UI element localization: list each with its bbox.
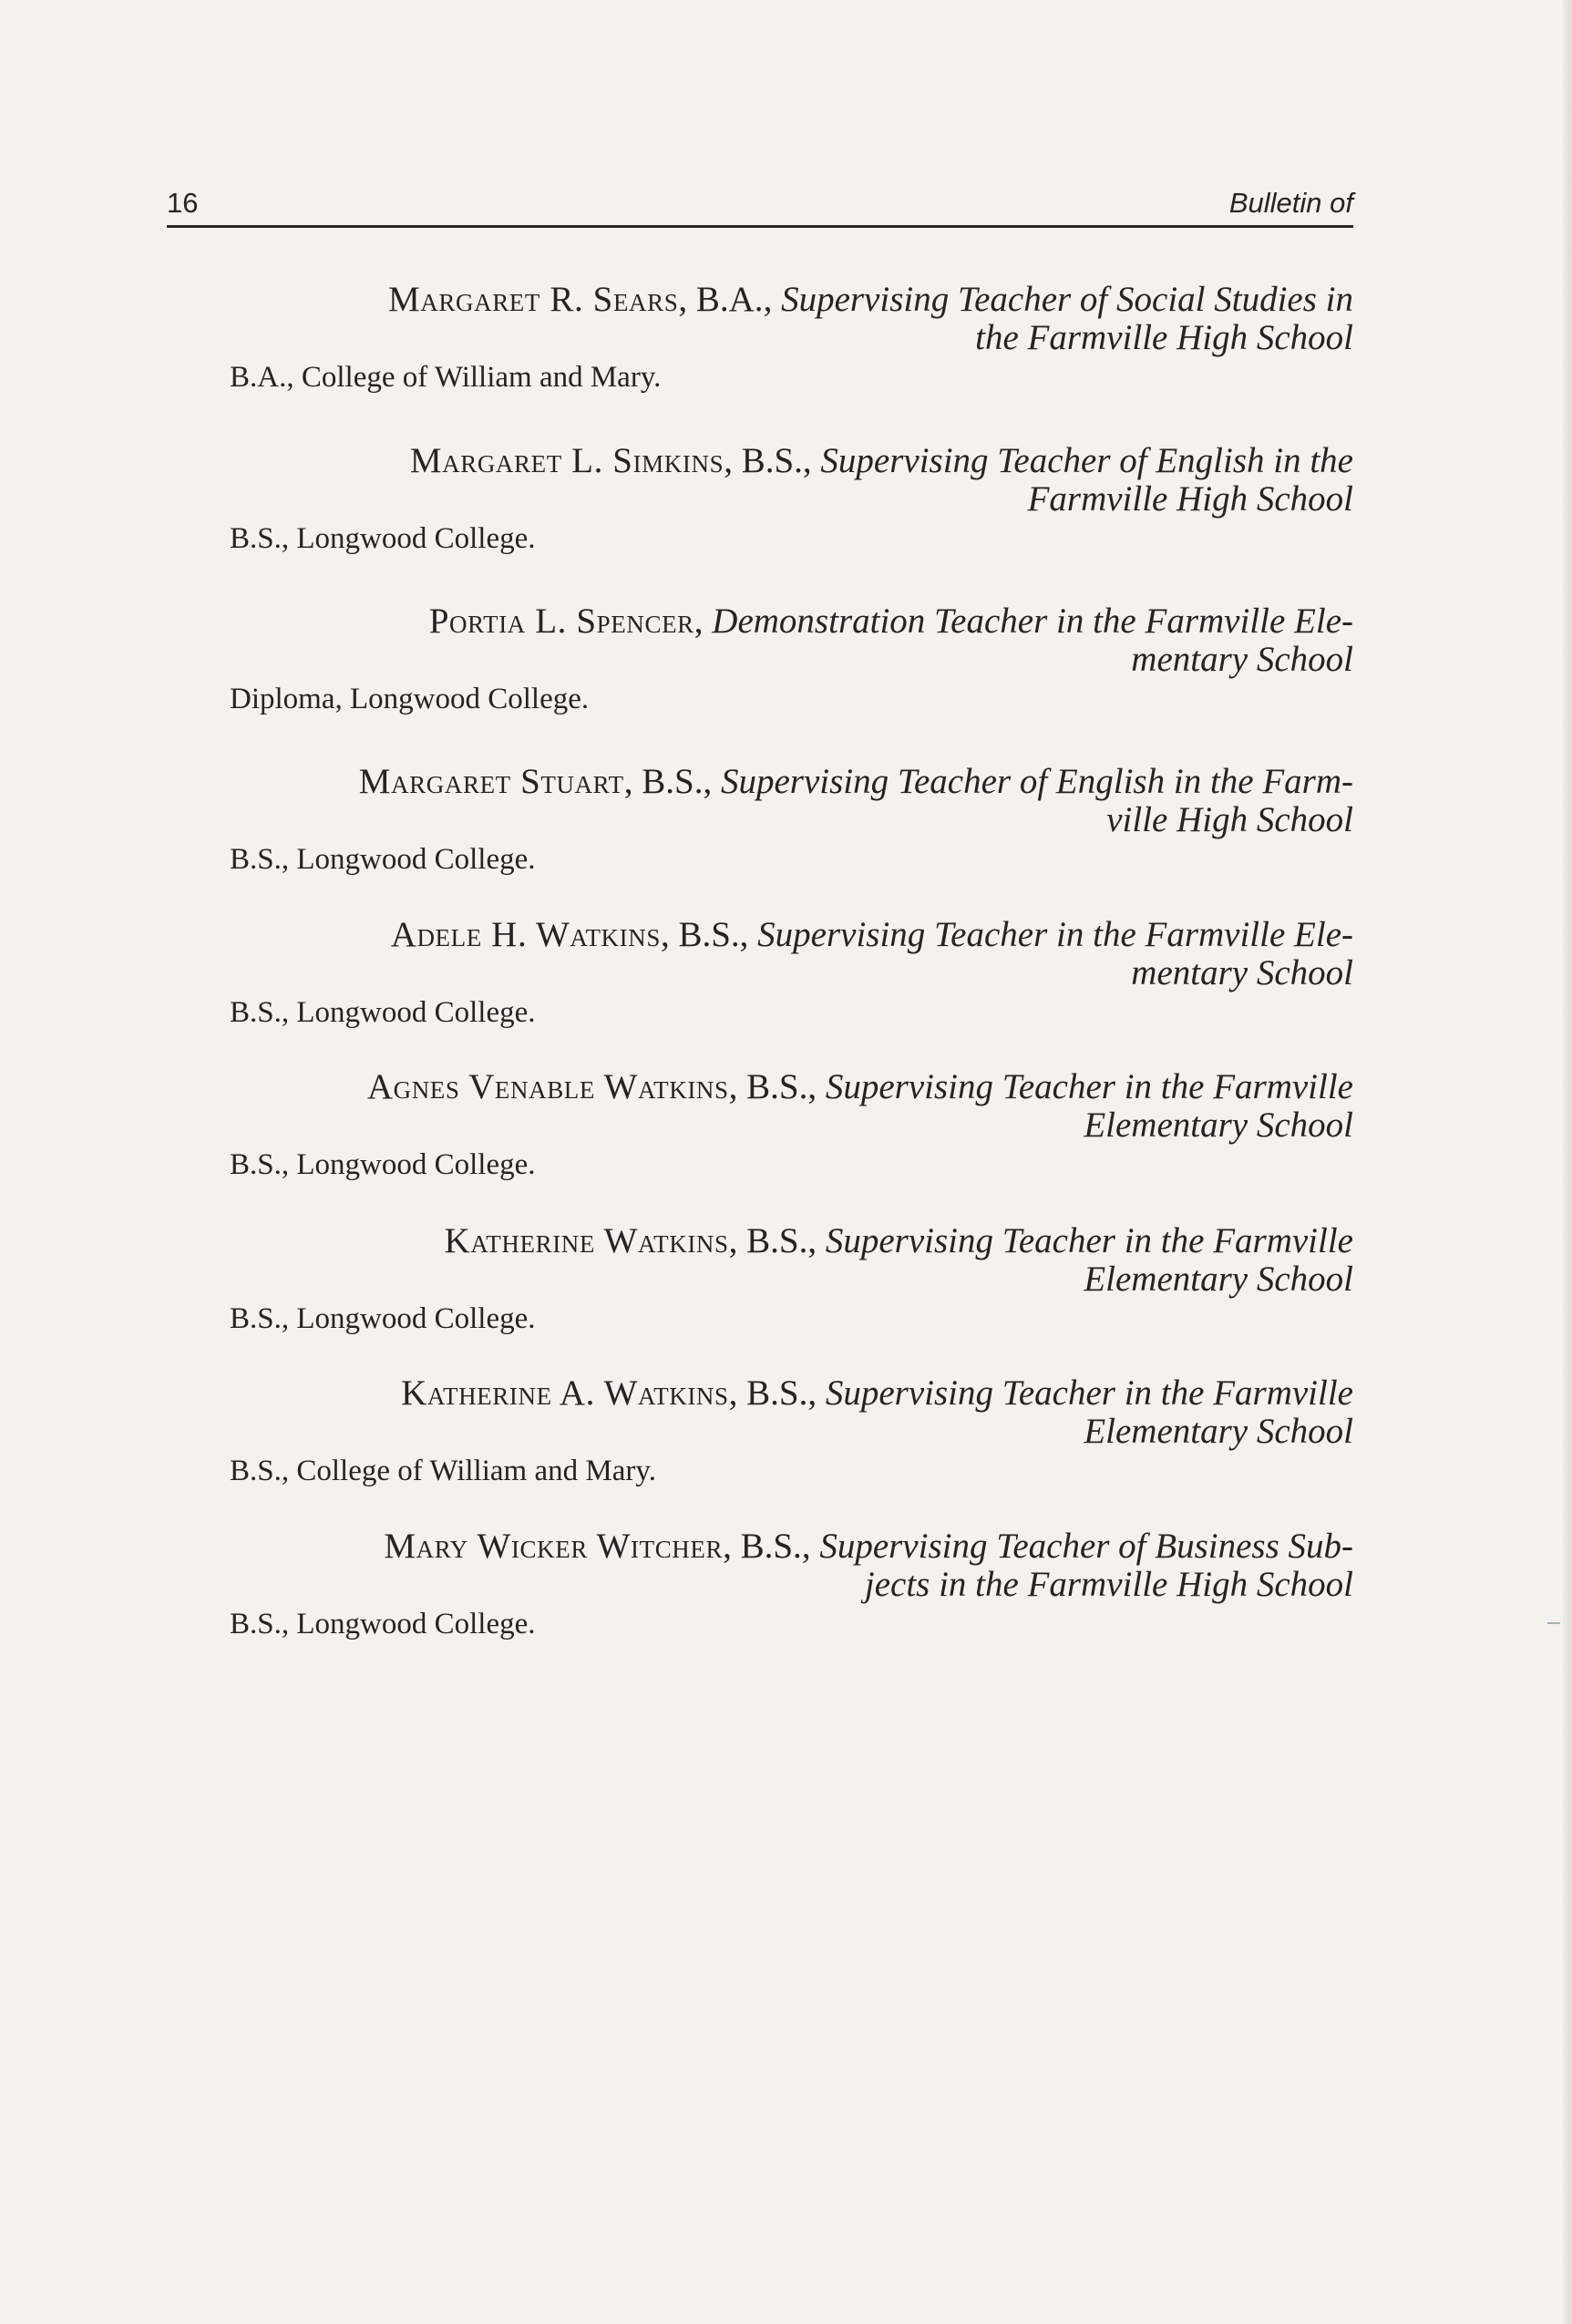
header-rule <box>167 225 1353 228</box>
entry-title-line1: Supervising Teacher in the Farmville <box>825 1373 1353 1413</box>
entry-degree: B.A., College of William and Mary. <box>230 361 662 394</box>
entry-heading: Mary Wicker Witcher, B.S., Supervising Teacher of Business Sub- jects in the Farmville High School <box>384 1527 1353 1604</box>
entry-heading: Katherine A. Watkins, B.S., Supervising Teacher in the Farmville Elementary School <box>401 1373 1353 1451</box>
faculty-entry <box>167 442 1353 556</box>
page-number: 16 <box>167 187 199 219</box>
entry-name: Katherine Watkins <box>444 1221 729 1260</box>
entry-title-line1: Supervising Teacher of Business Sub- <box>819 1527 1353 1566</box>
entry-credential: B.S. <box>678 915 740 954</box>
entry-credential: B.S. <box>746 1067 808 1106</box>
margin-mark <box>1547 1622 1560 1624</box>
entry-name: Katherine A. Watkins <box>401 1373 729 1413</box>
entry-credential: B.S. <box>746 1221 808 1260</box>
entry-title-line2: Elementary School <box>1084 1105 1353 1145</box>
entry-name: Margaret R. Sears <box>388 280 679 319</box>
entry-degree: B.S., Longwood College. <box>230 1148 536 1181</box>
entry-title-line1: Supervising Teacher in the Farmville Ele- <box>757 915 1353 954</box>
entry-degree: B.S., Longwood College. <box>230 1608 536 1640</box>
entry-name: Margaret Stuart <box>358 762 624 801</box>
faculty-entry <box>167 1527 1353 1641</box>
entry-title-line2: jects in the Farmville High School <box>864 1565 1353 1604</box>
faculty-entry <box>167 1374 1353 1488</box>
entry-heading: Margaret R. Sears, B.A., Supervising Teacher of Social Studies in the Farmville High School <box>388 280 1353 357</box>
entry-title-line2: Elementary School <box>1084 1412 1353 1451</box>
entry-heading: Katherine Watkins, B.S., Supervising Teacher in the Farmville Elementary School <box>444 1221 1353 1299</box>
entry-title-line1: Supervising Teacher in the Farmville <box>825 1221 1353 1260</box>
entry-title-line2: Farmville High School <box>1027 479 1353 519</box>
entry-degree: B.S., Longwood College. <box>230 522 536 555</box>
entry-degree: B.S., Longwood College. <box>230 843 536 876</box>
entry-heading: Margaret Stuart, B.S., Supervising Teacher of English in the Farm- ville High School <box>358 762 1353 839</box>
entry-title-line2: mentary School <box>1131 953 1353 992</box>
entry-credential: B.S. <box>746 1373 808 1413</box>
entry-name: Adele H. Watkins <box>390 915 661 954</box>
entry-title-line1: Demonstration Teacher in the Farmville Ele- <box>712 602 1353 641</box>
entry-name: Agnes Venable Watkins <box>366 1067 729 1106</box>
entry-title-line2: the Farmville High School <box>975 318 1353 357</box>
entry-heading: Margaret L. Simkins, B.S., Supervising Teacher of English in the Farmville High School <box>409 441 1353 519</box>
entry-credential: B.S. <box>642 762 704 801</box>
entry-degree: B.S., College of William and Mary. <box>230 1455 656 1487</box>
faculty-entry <box>167 916 1353 1030</box>
entry-title-line1: Supervising Teacher of English in the <box>820 441 1353 480</box>
entry-title-line2: ville High School <box>1106 800 1353 839</box>
entry-credential: B.A. <box>695 280 764 319</box>
entry-heading: Agnes Venable Watkins, B.S., Supervising Teacher in the Farmville Elementary School <box>366 1067 1353 1145</box>
entry-degree: B.S., Longwood College. <box>230 996 536 1029</box>
entry-title-line2: mentary School <box>1131 640 1353 679</box>
faculty-entry <box>167 281 1353 395</box>
entry-credential: B.S. <box>740 1527 802 1566</box>
entry-title-line2: Elementary School <box>1084 1260 1353 1299</box>
entry-heading: Portia L. Spencer, Demonstration Teacher in the Farmville Ele- mentary School <box>428 602 1353 679</box>
entry-name: Margaret L. Simkins <box>409 441 724 480</box>
faculty-entry <box>167 602 1353 716</box>
entry-heading: Adele H. Watkins, B.S., Supervising Teacher in the Farmville Ele- mentary School <box>390 915 1353 992</box>
running-title: Bulletin of <box>1228 187 1353 219</box>
entry-title-line1: Supervising Teacher in the Farmville <box>825 1067 1353 1106</box>
entry-name: Mary Wicker Witcher <box>384 1527 724 1566</box>
page-edge <box>1563 0 1572 2324</box>
entry-credential: B.S. <box>741 441 803 480</box>
entry-name: Portia L. Spencer <box>428 602 694 641</box>
faculty-entry <box>167 1222 1353 1336</box>
entry-title-line1: Supervising Teacher of English in the Farm- <box>720 762 1353 801</box>
page-header <box>167 182 1353 222</box>
faculty-entry <box>167 763 1353 877</box>
faculty-entry <box>167 1068 1353 1182</box>
entry-degree: Diploma, Longwood College. <box>230 683 590 715</box>
entry-degree: B.S., Longwood College. <box>230 1302 536 1335</box>
entry-title-line1: Supervising Teacher of Social Studies in <box>781 280 1353 319</box>
